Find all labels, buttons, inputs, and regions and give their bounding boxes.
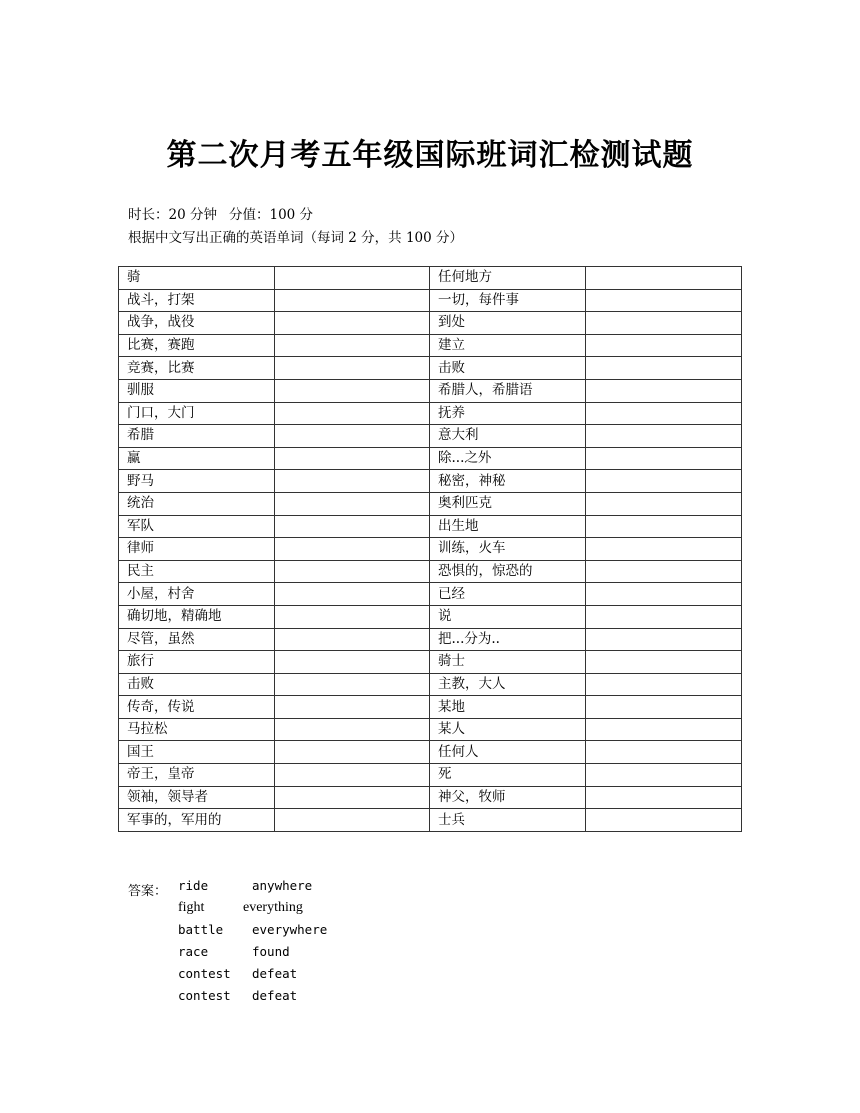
chinese-prompt-cell: 国王 [119, 741, 275, 764]
answer-blank-cell[interactable] [275, 312, 430, 335]
answer-word: contest [178, 988, 231, 1003]
table-row [119, 447, 742, 470]
answer-word: everywhere [252, 922, 328, 937]
table-row [119, 809, 742, 832]
answer-blank-cell[interactable] [586, 357, 742, 380]
chinese-prompt-cell: 任何人 [430, 741, 586, 764]
table-row [119, 628, 742, 651]
answer-blank-cell[interactable] [586, 696, 742, 719]
answer-word: anywhere [252, 878, 313, 893]
chinese-prompt-cell: 骑士 [430, 651, 586, 674]
chinese-prompt-cell: 死 [430, 764, 586, 787]
answer-blank-cell[interactable] [275, 289, 430, 312]
table-row [119, 425, 742, 448]
chinese-prompt-cell: 任何地方 [430, 267, 586, 290]
instruction-text: 根据中文写出正确的英语单词（每词 2 分，共 100 分） [128, 230, 464, 246]
answer-blank-cell[interactable] [586, 741, 742, 764]
exam-meta [128, 203, 313, 223]
answer-blank-cell[interactable] [275, 267, 430, 290]
chinese-prompt-cell: 出生地 [430, 515, 586, 538]
chinese-prompt-cell: 希腊 [119, 425, 275, 448]
chinese-prompt-cell: 民主 [119, 560, 275, 583]
answer-blank-cell[interactable] [586, 492, 742, 515]
answer-blank-cell[interactable] [586, 718, 742, 741]
chinese-prompt-cell: 领袖，领导者 [119, 786, 275, 809]
chinese-prompt-cell: 门口，大门 [119, 402, 275, 425]
table-row [119, 470, 742, 493]
chinese-prompt-cell: 到处 [430, 312, 586, 335]
table-row [119, 605, 742, 628]
table-row [119, 560, 742, 583]
answer-blank-cell[interactable] [275, 334, 430, 357]
answer-line [178, 922, 327, 944]
answer-blank-cell[interactable] [586, 560, 742, 583]
chinese-prompt-cell: 统治 [119, 492, 275, 515]
answer-line [178, 878, 312, 900]
chinese-prompt-cell: 尽管，虽然 [119, 628, 275, 651]
score-text: 分值：100 分 [228, 207, 314, 223]
chinese-prompt-cell: 某地 [430, 696, 586, 719]
answer-word: battle [178, 922, 224, 937]
chinese-prompt-cell: 驯服 [119, 379, 275, 402]
answer-line [178, 988, 297, 1010]
chinese-prompt-cell: 抚养 [430, 402, 586, 425]
chinese-prompt-cell: 把...分为.. [430, 628, 586, 651]
answer-blank-cell[interactable] [275, 718, 430, 741]
answer-blank-cell[interactable] [586, 673, 742, 696]
answer-blank-cell[interactable] [586, 425, 742, 448]
chinese-prompt-cell: 竞赛，比赛 [119, 357, 275, 380]
answer-word: contest [178, 966, 231, 981]
answer-blank-cell[interactable] [275, 379, 430, 402]
answer-word: fight [178, 900, 205, 915]
table-row [119, 696, 742, 719]
answer-blank-cell[interactable] [275, 583, 430, 606]
table-row [119, 289, 742, 312]
answer-blank-cell[interactable] [275, 673, 430, 696]
answer-blank-cell[interactable] [275, 809, 430, 832]
answer-blank-cell[interactable] [586, 651, 742, 674]
answer-blank-cell[interactable] [586, 470, 742, 493]
table-row [119, 786, 742, 809]
answer-blank-cell[interactable] [275, 492, 430, 515]
table-row [119, 267, 742, 290]
answer-blank-cell[interactable] [586, 312, 742, 335]
chinese-prompt-cell: 律师 [119, 538, 275, 561]
table-row [119, 379, 742, 402]
chinese-prompt-cell: 战斗，打架 [119, 289, 275, 312]
chinese-prompt-cell: 某人 [430, 718, 586, 741]
chinese-prompt-cell: 恐惧的，惊恐的 [430, 560, 586, 583]
table-row [119, 673, 742, 696]
chinese-prompt-cell: 军队 [119, 515, 275, 538]
chinese-prompt-cell: 说 [430, 605, 586, 628]
answer-word: found [252, 944, 290, 959]
table-row [119, 402, 742, 425]
answer-blank-cell[interactable] [275, 402, 430, 425]
table-row [119, 538, 742, 561]
answer-blank-cell[interactable] [586, 538, 742, 561]
answer-blank-cell[interactable] [586, 809, 742, 832]
chinese-prompt-cell: 神父，牧师 [430, 786, 586, 809]
answer-blank-cell[interactable] [586, 334, 742, 357]
answer-blank-cell[interactable] [275, 651, 430, 674]
answer-line [178, 900, 303, 922]
answer-blank-cell[interactable] [586, 379, 742, 402]
chinese-prompt-cell: 击败 [119, 673, 275, 696]
chinese-prompt-cell: 希腊人，希腊语 [430, 379, 586, 402]
chinese-prompt-cell: 帝王，皇帝 [119, 764, 275, 787]
chinese-prompt-cell: 奥利匹克 [430, 492, 586, 515]
answer-blank-cell[interactable] [275, 764, 430, 787]
answer-blank-cell[interactable] [275, 696, 430, 719]
chinese-prompt-cell: 主教，大人 [430, 673, 586, 696]
table-row [119, 515, 742, 538]
chinese-prompt-cell: 赢 [119, 447, 275, 470]
answer-word: defeat [252, 988, 298, 1003]
answer-line [178, 966, 297, 988]
answer-blank-cell[interactable] [275, 357, 430, 380]
chinese-prompt-cell: 除...之外 [430, 447, 586, 470]
answer-blank-cell[interactable] [586, 447, 742, 470]
answer-blank-cell[interactable] [275, 425, 430, 448]
vocabulary-table [118, 266, 742, 832]
answer-blank-cell[interactable] [586, 764, 742, 787]
answer-blank-cell[interactable] [275, 741, 430, 764]
table-row [119, 651, 742, 674]
chinese-prompt-cell: 旅行 [119, 651, 275, 674]
table-row [119, 741, 742, 764]
chinese-prompt-cell: 意大利 [430, 425, 586, 448]
chinese-prompt-cell: 已经 [430, 583, 586, 606]
chinese-prompt-cell: 野马 [119, 470, 275, 493]
chinese-prompt-cell: 士兵 [430, 809, 586, 832]
chinese-prompt-cell: 军事的，军用的 [119, 809, 275, 832]
chinese-prompt-cell: 战争，战役 [119, 312, 275, 335]
answer-blank-cell[interactable] [586, 583, 742, 606]
answer-blank-cell[interactable] [586, 289, 742, 312]
answer-blank-cell[interactable] [275, 470, 430, 493]
chinese-prompt-cell: 建立 [430, 334, 586, 357]
chinese-prompt-cell: 传奇，传说 [119, 696, 275, 719]
table-row [119, 312, 742, 335]
answer-word: ride [178, 878, 209, 893]
chinese-prompt-cell: 秘密，神秘 [430, 470, 586, 493]
answer-blank-cell[interactable] [275, 538, 430, 561]
answer-blank-cell[interactable] [275, 605, 430, 628]
answer-blank-cell[interactable] [275, 560, 430, 583]
answer-blank-cell[interactable] [586, 402, 742, 425]
table-row [119, 764, 742, 787]
answer-blank-cell[interactable] [586, 628, 742, 651]
answer-blank-cell[interactable] [275, 628, 430, 651]
answer-word: defeat [252, 966, 298, 981]
chinese-prompt-cell: 骑 [119, 267, 275, 290]
table-row [119, 357, 742, 380]
table-row [119, 583, 742, 606]
answer-blank-cell[interactable] [586, 515, 742, 538]
answer-word: race [178, 944, 209, 959]
chinese-prompt-cell: 击败 [430, 357, 586, 380]
table-row [119, 492, 742, 515]
answer-blank-cell[interactable] [586, 786, 742, 809]
answer-blank-cell[interactable] [275, 515, 430, 538]
answer-line [178, 944, 290, 966]
answer-blank-cell[interactable] [586, 605, 742, 628]
answers-label: 答案： [128, 884, 168, 899]
table-row [119, 334, 742, 357]
chinese-prompt-cell: 小屋，村舍 [119, 583, 275, 606]
answer-blank-cell[interactable] [275, 447, 430, 470]
answer-blank-cell[interactable] [586, 267, 742, 290]
chinese-prompt-cell: 比赛，赛跑 [119, 334, 275, 357]
chinese-prompt-cell: 训练，火车 [430, 538, 586, 561]
page-title: 第二次月考五年级国际班词汇检测试题 [166, 138, 694, 173]
table-row [119, 718, 742, 741]
chinese-prompt-cell: 确切地，精确地 [119, 605, 275, 628]
duration-text: 时长：20 分钟 [128, 207, 217, 223]
chinese-prompt-cell: 一切，每件事 [430, 289, 586, 312]
answer-word: everything [243, 900, 303, 915]
chinese-prompt-cell: 马拉松 [119, 718, 275, 741]
answer-blank-cell[interactable] [275, 786, 430, 809]
